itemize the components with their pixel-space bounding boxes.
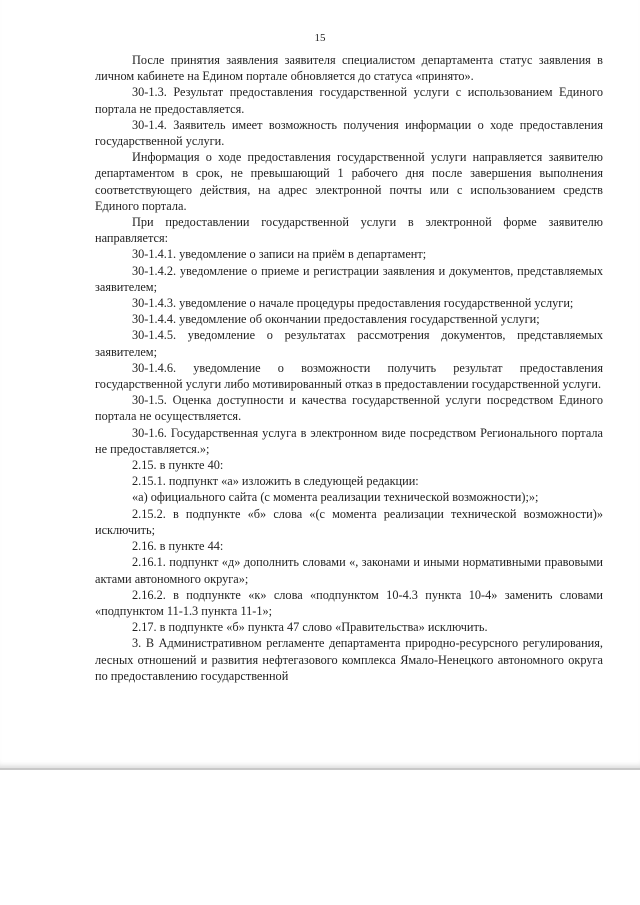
paragraph: 2.16.2. в подпункте «к» слова «подпунктом 10-4.3 пункта 10-4» заменить словами «подпунктом 11-1.3 пункта 11-1»; — [95, 587, 603, 618]
paragraph: 30-1.4.6. уведомление о возможности получить результат предоставления государственной услуги либо мотивированный отказ в предоставлении государственной услуги. — [95, 360, 603, 392]
paragraph: 30-1.5. Оценка доступности и качества государственной услуги посредством Единого портала не осуществляется. — [95, 393, 603, 424]
paragraph: «а) официального сайта (с момента реализации технической возможности);»; — [132, 490, 539, 505]
paragraph: 2.15.2. в подпункте «б» слова «(с момента реализации технической возможности)» исключить; — [95, 506, 603, 537]
paragraph: 30-1.4.3. уведомление о начале процедуры предоставления государственной услуги; — [132, 296, 574, 311]
paragraph: 30-1.4. Заявитель имеет возможность получения информации о ходе предоставления государственной услуги. — [95, 117, 603, 149]
paragraph: 30-1.4.2. уведомление о приеме и регистрации заявления и документов, представляемых заявителем; — [95, 263, 603, 294]
paragraph: 30-1.4.4. уведомление об окончании предоставления государственной услуги; — [132, 312, 540, 327]
paragraph: После принятия заявления заявителя специалистом департамента статус заявления в личном кабинете на Едином портале обновляется до статуса «принято». — [95, 53, 603, 84]
paragraph: 30-1.4.5. уведомление о результатах рассмотрения документов, представляемых заявителем; — [95, 328, 603, 359]
paragraph: 2.15. в пункте 40: — [132, 458, 224, 473]
paragraph: 30-1.6. Государственная услуга в электронном виде посредством Регионального портала не предоставляется.»; — [95, 425, 603, 456]
paragraph: 2.15.1. подпункт «а» изложить в следующей редакции: — [132, 474, 419, 489]
paragraph: 2.17. в подпункте «б» пункта 47 слово «Правительства» исключить. — [132, 620, 488, 635]
paragraph: При предоставлении государственной услуги в электронной форме заявителю направляется: — [95, 215, 603, 246]
paragraph: 30-1.3. Результат предоставления государственной услуги с использованием Единого портала не предоставляется. — [95, 85, 603, 116]
document-body — [95, 52, 603, 684]
paragraph: 2.16. в пункте 44: — [132, 539, 224, 554]
blank-area — [0, 770, 640, 905]
paragraph: Информация о ходе предоставления государственной услуги направляется заявителю департаментом в срок, не превышающий 1 рабочего дня после завершения выполнения соответствующего действия, на адрес электронной почты или с использованием средств Единого портала. — [95, 150, 603, 213]
paragraph: 2.16.1. подпункт «д» дополнить словами «, законами и иными нормативными правовыми актами автономного округа»; — [95, 555, 603, 586]
paragraph: 30-1.4.1. уведомление о записи на приём в департамент; — [132, 247, 427, 262]
page-number: 15 — [314, 32, 326, 44]
paragraph: 3. В Административном регламенте департамента природно-ресурсного регулирования, лесных отношений и развития нефтегазового комплекса Ямало-Ненецкого автономного округа по предоставлению государственной — [95, 636, 603, 683]
